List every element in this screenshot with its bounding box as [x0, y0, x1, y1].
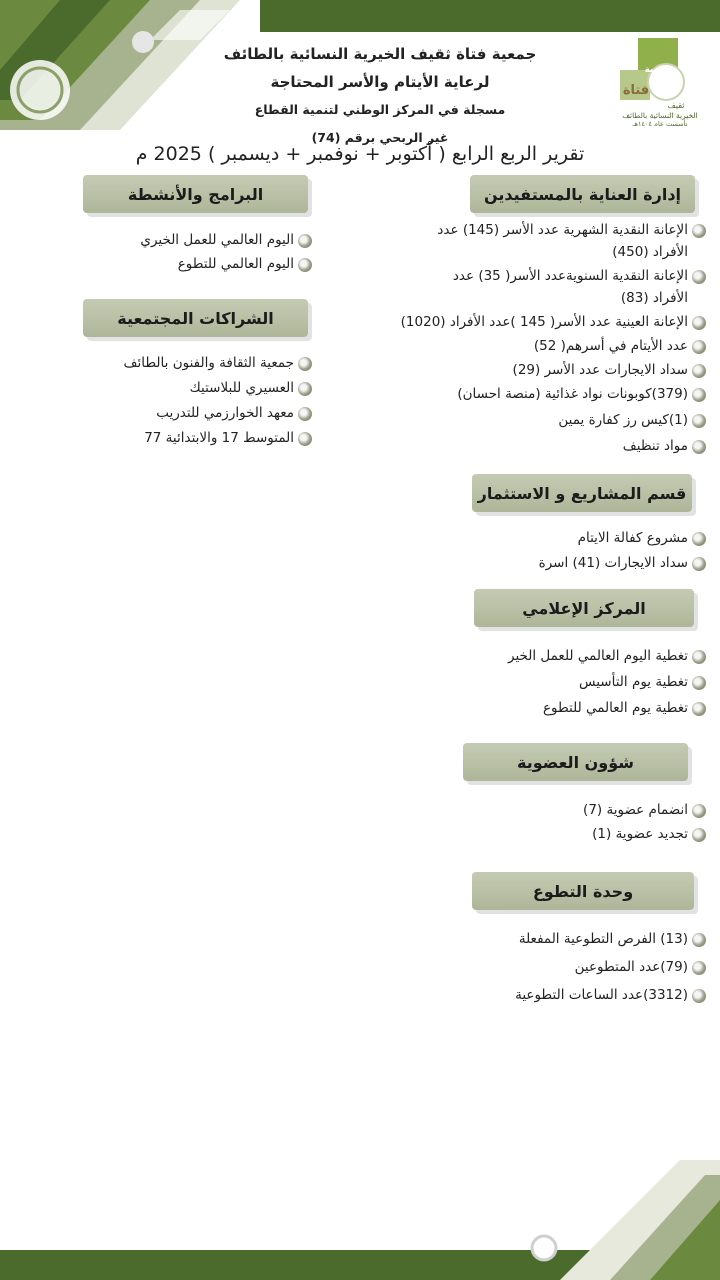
- bullet-icon: [692, 702, 706, 716]
- list-item: عدد الأيتام في أسرهم( 52): [326, 335, 706, 359]
- top-color-bar: [260, 0, 720, 32]
- programs-list: [60, 229, 312, 277]
- bullet-icon: [298, 357, 312, 371]
- decorative-corner-bottom-right: [520, 1160, 720, 1280]
- section-title-programs: البرامج والأنشطة: [83, 175, 308, 213]
- list-item: (79)عدد المتطوعين: [406, 956, 706, 984]
- list-item: مواد تنظيف: [326, 435, 706, 459]
- list-item: المتوسط 17 والابتدائية 77: [60, 427, 312, 452]
- report-title: تقرير الربع الرابع ( أكتوبر + نوفمبر + ديسمبر ) 2025 م: [135, 143, 585, 165]
- svg-text:فتاة: فتاة: [622, 83, 650, 98]
- list-item: تغطية يوم العالمي للتطوع: [406, 697, 706, 723]
- bullet-icon: [298, 407, 312, 421]
- bullet-icon: [692, 388, 706, 402]
- list-item: تغطية اليوم العالمي للعمل الخير: [406, 645, 706, 671]
- organization-header: [150, 40, 610, 152]
- bullet-icon: [692, 804, 706, 818]
- bullet-icon: [692, 414, 706, 428]
- section-title-volunteering: وحدة التطوع: [472, 872, 694, 910]
- svg-text:الخيرية النسائية بالطائف: الخيرية النسائية بالطائف: [622, 111, 698, 120]
- bullet-icon: [298, 382, 312, 396]
- list-item: (379)كوبونات نواد غذائية (منصة احسان): [326, 383, 706, 409]
- bullet-icon: [692, 364, 706, 378]
- bullet-icon: [692, 650, 706, 664]
- list-item: جمعية الثقافة والفنون بالطائف: [60, 352, 312, 377]
- bullet-icon: [692, 676, 706, 690]
- list-item: سداد الايجارات عدد الأسر (29): [326, 359, 706, 383]
- list-item: (13) الفرص التطوعية المفعلة: [406, 928, 706, 956]
- list-item: اليوم العالمي للعمل الخيري: [60, 229, 312, 253]
- list-item: مشروع كفالة الايتام: [406, 527, 706, 552]
- bullet-icon: [692, 933, 706, 947]
- section-title-membership: شؤون العضوية: [463, 743, 688, 781]
- bullet-icon: [692, 270, 706, 284]
- list-item: سداد الايجارات (41) اسرة: [406, 552, 706, 577]
- svg-text:جمعية: جمعية: [644, 65, 672, 75]
- svg-text:ثقيف: ثقيف: [667, 101, 685, 110]
- bullet-icon: [692, 961, 706, 975]
- membership-list: [406, 799, 706, 847]
- org-registration-number: غير الربحي برقم (74): [311, 130, 449, 145]
- list-item: انضمام عضوية (7): [406, 799, 706, 823]
- org-purpose: لرعاية الأيتام والأسر المحتاجة: [270, 73, 490, 91]
- list-item: معهد الخوارزمي للتدريب: [60, 402, 312, 427]
- list-item: الإعانة العينية عدد الأسر( 145 )عدد الأفراد (1020): [326, 311, 706, 335]
- bullet-icon: [692, 440, 706, 454]
- beneficiaries-list: [326, 219, 706, 459]
- list-item: اليوم العالمي للتطوع: [60, 253, 312, 277]
- list-item: (3312)عدد الساعات التطوعية: [406, 984, 706, 1012]
- org-name: جمعية فتاة ثقيف الخيرية النسائية بالطائف: [223, 45, 537, 63]
- bullet-icon: [692, 224, 706, 238]
- svg-text:تأسست عام ١٤٠٤هـ: تأسست عام ١٤٠٤هـ: [632, 120, 688, 126]
- list-item: تجديد عضوية (1): [406, 823, 706, 847]
- bullet-icon: [692, 828, 706, 842]
- bullet-icon: [692, 340, 706, 354]
- bullet-icon: [298, 258, 312, 272]
- bullet-icon: [298, 234, 312, 248]
- list-item: الإعانة النقدية السنويةعدد الأسر( 35) عدد الأفراد (83): [326, 265, 706, 311]
- list-item: الإعانة النقدية الشهرية عدد الأسر (145) عدد الأفراد (450): [326, 219, 706, 265]
- projects-list: [406, 527, 706, 577]
- bullet-icon: [692, 557, 706, 571]
- section-title-media: المركز الإعلامي: [474, 589, 694, 627]
- media-list: [406, 645, 706, 723]
- partnerships-list: [60, 352, 312, 452]
- bullet-icon: [692, 989, 706, 1003]
- section-title-beneficiaries: إدارة العناية بالمستفيدين: [470, 175, 695, 213]
- list-item: العسيري للبلاستيك: [60, 377, 312, 402]
- volunteering-list: [406, 928, 706, 1012]
- list-item: (1)كيس رز كفارة يمين: [326, 409, 706, 435]
- list-item: تغطية يوم التأسيس: [406, 671, 706, 697]
- bullet-icon: [298, 432, 312, 446]
- org-registration: مسجلة في المركز الوطني لتنمية القطاع: [254, 102, 506, 117]
- bullet-icon: [692, 316, 706, 330]
- charity-logo: [610, 38, 710, 126]
- section-title-partnerships: الشراكات المجتمعية: [83, 299, 308, 337]
- section-title-projects: قسم المشاريع و الاستثمار: [472, 474, 692, 512]
- bullet-icon: [692, 532, 706, 546]
